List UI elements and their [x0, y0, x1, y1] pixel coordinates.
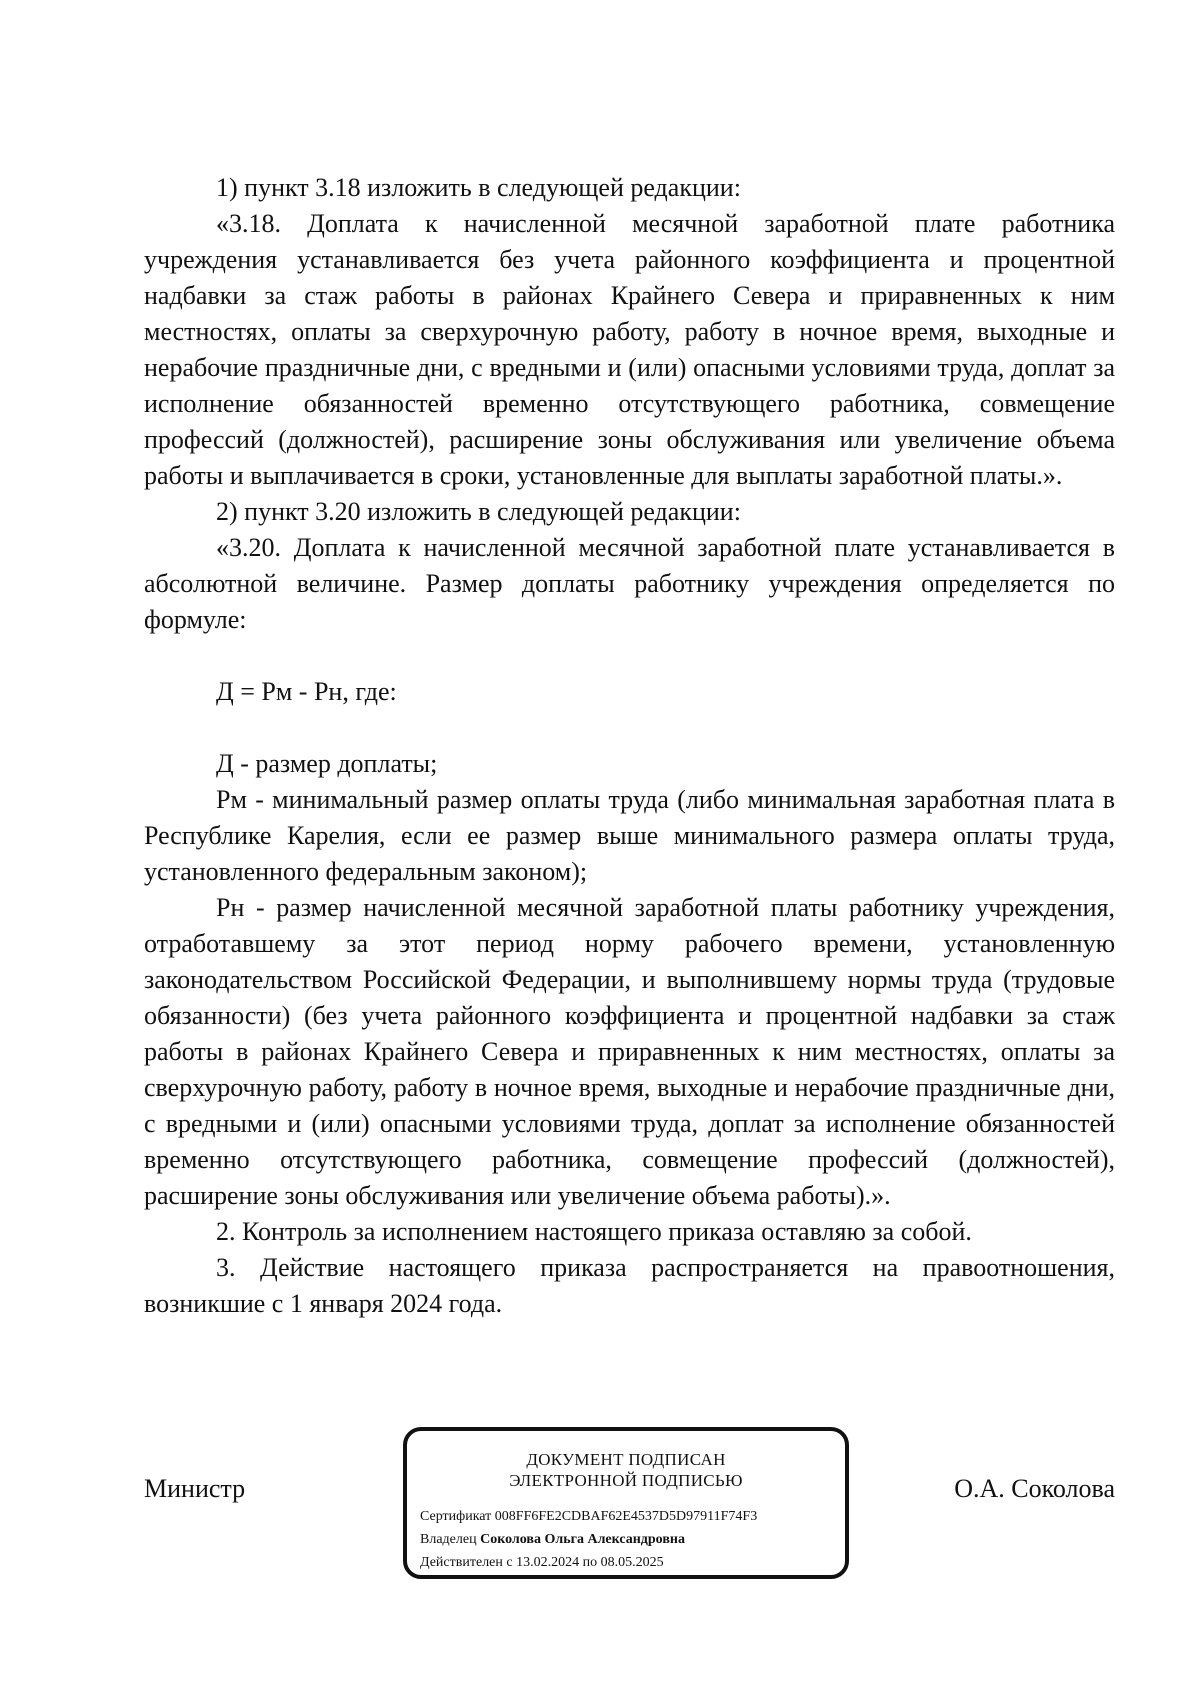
- formula: Д = Рм - Рн, где:: [216, 677, 397, 706]
- stamp-details: [420, 1505, 845, 1574]
- stamp-valid-from: 13.02.2024: [516, 1555, 580, 1570]
- definition-rn: Рн - размер начисленной месячной заработной платы работнику учреждения, отработавшему за этот период норму рабочего времени, установленную законодательством Российской Федерации, и выполнившему нормы труда (трудовые обязанности) (без учета районного коэффициента и процентной надбавки за стаж работы в районах Крайнего Севера и приравненных к ним местностях, оплаты за сверхурочную работу, работу в ночное время, выходные и нерабочие праздничные дни, с вредными и (или) опасными условиями труда, доплат за исполнение обязанностей временно отсутствующего работника, совмещение профессий (должностей), расширение зоны обслуживания или увеличение объема работы).».: [144, 893, 1115, 1210]
- stamp-heading-line2: ЭЛЕКТРОННОЙ ПОДПИСЬЮ: [509, 1471, 743, 1490]
- paragraph-clause-3-18: «3.18. Доплата к начисленной месячной заработной плате работника учреждения устанавливается без учета районного коэффициента и процентной надбавки за стаж работы в районах Крайнего Севера и приравненных к ним местностях, оплаты за сверхурочную работу, работу в ночное время, выходные и нерабочие праздничные дни, с вредными и (или) опасными условиями труда, доплат за исполнение обязанностей временно отсутствующего работника, совмещение профессий (должностей), расширение зоны обслуживания или увеличение объема работы и выплачивается в сроки, установленные для выплаты заработной платы.».: [144, 209, 1115, 490]
- stamp-valid-label: Действителен: [420, 1555, 503, 1570]
- paragraph-item-2: 2) пункт 3.20 изложить в следующей редакции:: [216, 497, 741, 526]
- paragraph-item-1: 1) пункт 3.18 изложить в следующей редакции:: [216, 173, 741, 202]
- stamp-heading-line1: ДОКУМЕНТ ПОДПИСАН: [526, 1450, 726, 1469]
- paragraph-clause-3-20: «3.20. Доплата к начисленной месячной заработной плате устанавливается в абсолютной величине. Размер доплаты работнику учреждения определяется по формуле:: [144, 533, 1115, 634]
- stamp-valid-from-label: с: [506, 1555, 513, 1570]
- electronic-signature-stamp: [403, 1427, 849, 1579]
- document-body: [144, 170, 1115, 1322]
- paragraph-control: 2. Контроль за исполнением настоящего приказа оставляю за собой.: [216, 1217, 972, 1246]
- stamp-owner-value: Соколова Ольга Александровна: [480, 1532, 685, 1547]
- stamp-owner-label: Владелец: [420, 1532, 477, 1547]
- stamp-certificate: [420, 1505, 845, 1528]
- definition-d: Д - размер доплаты;: [216, 749, 438, 778]
- definition-rm: Рм - минимальный размер оплаты труда (либо минимальная заработная плата в Республике Карелия, если ее размер выше минимального размера оплаты труда, установленного федеральным законом);: [144, 785, 1115, 886]
- stamp-certificate-value: 008FF6FE2CDBAF62E4537D5D97911F74F3: [494, 1509, 758, 1524]
- signer-title: Министр: [144, 1474, 246, 1503]
- stamp-owner: [420, 1528, 845, 1551]
- paragraph-effect: 3. Действие настоящего приказа распространяется на правоотношения, возникшие с 1 января 2024 года.: [144, 1253, 1115, 1318]
- stamp-valid-to: 08.05.2025: [600, 1555, 664, 1570]
- signature-block: [144, 1427, 1115, 1587]
- stamp-heading: [407, 1449, 845, 1491]
- stamp-validity: [420, 1551, 845, 1574]
- stamp-valid-to-label: по: [582, 1555, 598, 1570]
- stamp-certificate-label: Сертификат: [420, 1509, 492, 1524]
- signer-name: О.А. Соколова: [954, 1474, 1115, 1503]
